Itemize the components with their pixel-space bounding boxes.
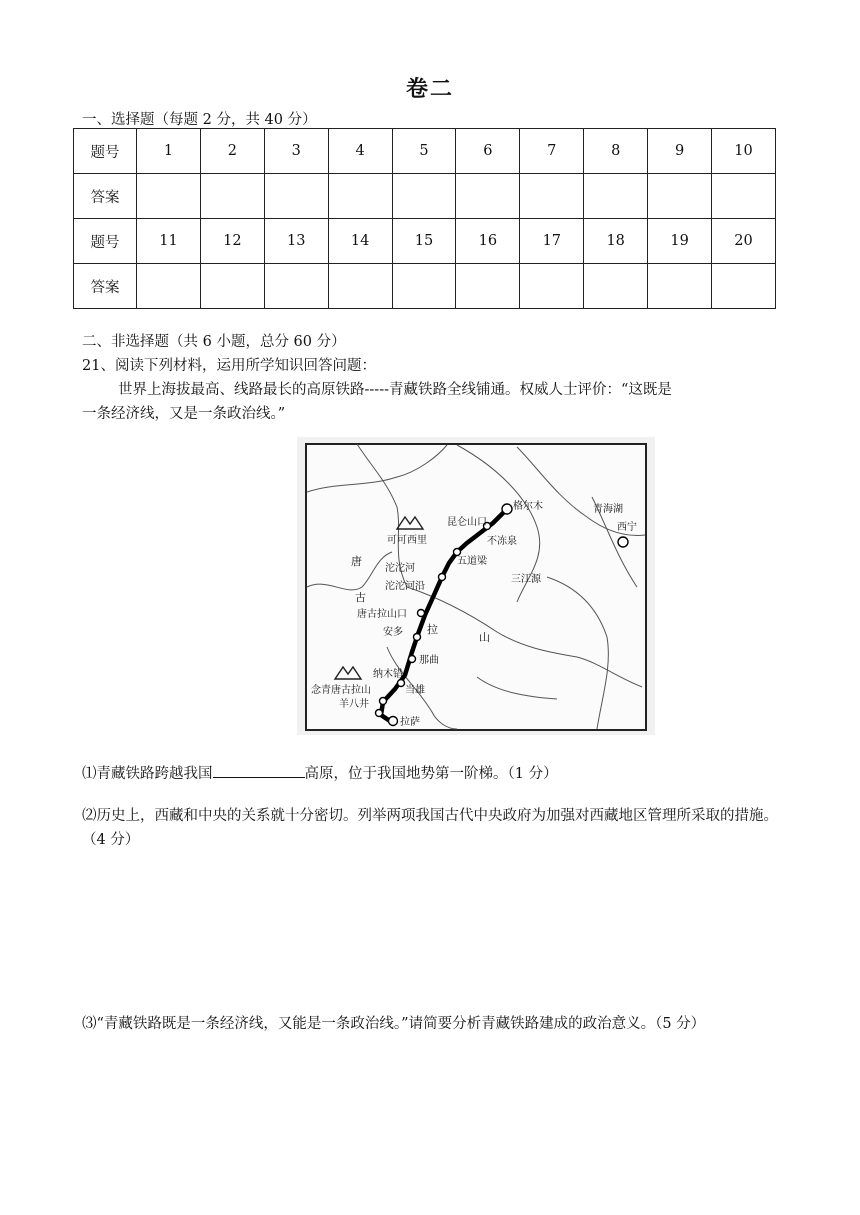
paper-title: 卷二 [405, 76, 454, 102]
answer-cell[interactable] [392, 264, 456, 309]
answer-cell[interactable] [520, 264, 584, 309]
q21-intro: 21、阅读下列材料，运用所学知识回答问题： [82, 358, 376, 374]
label-nyainqen: 念青唐古拉山 [311, 685, 371, 696]
label-anduo: 安多 [383, 627, 403, 638]
question-number: 15 [392, 219, 456, 264]
label-naqu: 那曲 [419, 655, 439, 666]
label-budongquan: 不冻泉 [487, 536, 517, 547]
question-number: 9 [648, 129, 712, 174]
question-number: 7 [520, 129, 584, 174]
answer-cell[interactable] [712, 264, 776, 309]
label-qinghai-lake: 青海湖 [593, 504, 623, 515]
answer-cell[interactable] [392, 174, 456, 219]
question-number: 3 [264, 129, 328, 174]
question-number: 10 [712, 129, 776, 174]
question-3: ⑶“青藏铁路既是一条经济线，又能是一条政治线。”请简要分析青藏铁路建成的政治意义。（5 分） [82, 1016, 706, 1032]
label-xining: 西宁 [617, 522, 637, 533]
label-tuotuohe-yan: 沱沱河沿 [385, 581, 425, 592]
question-number: 2 [200, 129, 264, 174]
q1-text-before: ⑴青藏铁路跨越我国 [82, 766, 213, 782]
answer-cell[interactable] [200, 174, 264, 219]
label-tanggula: 唐古拉山口 [357, 609, 407, 620]
label-wudaoliang: 五道梁 [457, 556, 487, 567]
question-number: 14 [328, 219, 392, 264]
question-number: 11 [137, 219, 201, 264]
answer-cell[interactable] [520, 174, 584, 219]
question-number: 12 [200, 219, 264, 264]
material-line-1: 世界上海拔最高、线路最长的高原铁路-----青藏铁路全线铺通。权威人士评价：“这既是 [118, 382, 672, 398]
question-1 [82, 762, 558, 783]
answer-cell[interactable] [712, 174, 776, 219]
row-label: 答案 [74, 264, 137, 309]
answer-cell[interactable] [137, 264, 201, 309]
answer-cell[interactable] [648, 174, 712, 219]
question-number: 17 [520, 219, 584, 264]
q1-text-after: 高原，位于我国地势第一阶梯。（1 分） [304, 766, 558, 782]
question-number: 13 [264, 219, 328, 264]
material-line-2: 一条经济线，又是一条政治线。” [82, 406, 286, 422]
answer-cell[interactable] [137, 174, 201, 219]
row-label: 题号 [74, 219, 137, 264]
question-number: 4 [328, 129, 392, 174]
table-row-numbers-1 [74, 129, 776, 174]
label-kekexili: 可可西里 [387, 535, 427, 546]
label-tang: 唐 [351, 555, 362, 568]
row-label: 题号 [74, 129, 137, 174]
answer-table [73, 128, 776, 309]
answer-cell[interactable] [200, 264, 264, 309]
section2-heading: 二、非选择题（共 6 小题，总分 60 分） [82, 334, 346, 350]
question-number: 16 [456, 219, 520, 264]
question-number: 8 [584, 129, 648, 174]
answer-cell[interactable] [264, 174, 328, 219]
question-number: 5 [392, 129, 456, 174]
answer-cell[interactable] [264, 264, 328, 309]
answer-cell[interactable] [456, 264, 520, 309]
label-sanjiangyuan: 三江源 [511, 574, 541, 585]
label-nammu: 纳木错 [373, 669, 403, 680]
table-row-answers-2 [74, 264, 776, 309]
answer-cell[interactable] [456, 174, 520, 219]
table-row-numbers-2 [74, 219, 776, 264]
answer-cell[interactable] [584, 174, 648, 219]
answer-cell[interactable] [648, 264, 712, 309]
label-golmud: 格尔木 [513, 501, 543, 512]
label-yangbajing: 羊八井 [339, 699, 369, 710]
question-number: 18 [584, 219, 648, 264]
label-la: 拉 [427, 623, 438, 636]
label-shan: 山 [479, 631, 490, 644]
question-2: ⑵历史上，西藏和中央的关系就十分密切。列举两项我国古代中央政府为加强对西藏地区管理所采取的措施。（4 分） [82, 808, 778, 848]
answer-cell[interactable] [328, 174, 392, 219]
question-number: 1 [137, 129, 201, 174]
section1-heading: 一、选择题（每题 2 分，共 40 分） [82, 112, 317, 128]
question-number: 19 [648, 219, 712, 264]
q1-answer-blank[interactable] [213, 763, 305, 778]
label-tuotuohe: 沱沱河 [385, 563, 415, 574]
row-label: 答案 [74, 174, 137, 219]
label-lhasa: 拉萨 [400, 717, 420, 728]
table-row-answers-1 [74, 174, 776, 219]
question-number: 20 [712, 219, 776, 264]
question-number: 6 [456, 129, 520, 174]
answer-cell[interactable] [328, 264, 392, 309]
label-kunlun: 昆仑山口 [447, 517, 487, 528]
label-gu: 古 [355, 591, 366, 604]
label-dangxiong: 当雄 [405, 685, 425, 696]
railway-map [297, 437, 655, 735]
answer-cell[interactable] [584, 264, 648, 309]
